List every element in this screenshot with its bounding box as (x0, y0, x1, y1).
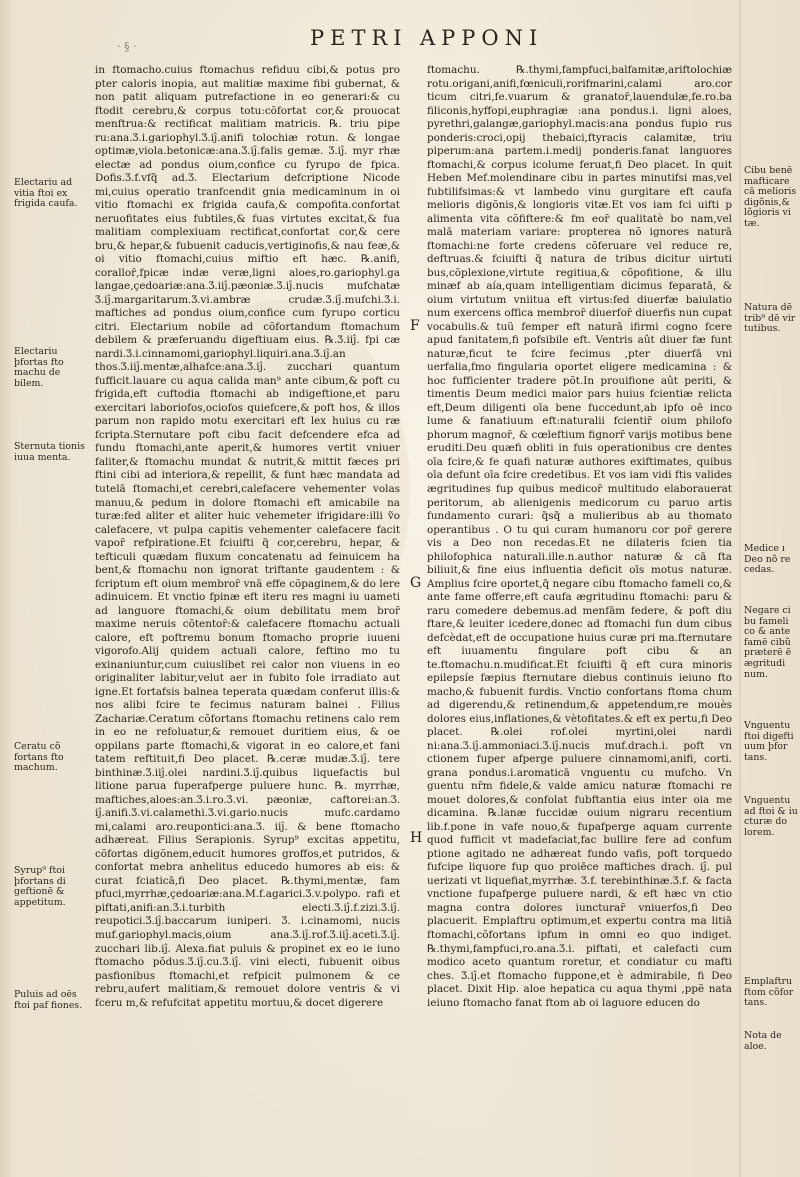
margin-note: Natura dē trib⁹ dē vir tutibus. (744, 302, 796, 335)
page-crease (739, 0, 741, 1177)
margin-note: Cibu benē mafticare cā melioris digõnis,& lõgioris vi tæ. (744, 165, 797, 229)
margin-note: Vnguentu ftoi digefti uum þfor tans. (744, 720, 794, 763)
margin-note: Medice ı Deo nõ re cedas. (744, 543, 791, 576)
margin-note: Electariu ad vitia ftoi ex frigida caufa. (14, 177, 78, 210)
margin-note: Ceratu cõ fortans fto machum. (14, 741, 64, 774)
margin-note: Emplaftru ftom cõfor tans. (744, 976, 794, 1009)
margin-note: Negare ci bu fameli co & ante famē cibũ præterē ē ægritudi num. (744, 605, 792, 680)
margin-note: Syrup⁹ ftoi þfortans di geftionē & appetitum. (14, 865, 66, 908)
left-column-text: in ftomacho.cuius ftomachus refiduu cibi,& potus pro pter caloris inopia, aut malitiæ maxime fibi gubernat, & non patit aliquam putrefactione in eo generari:& cu ftodit cerebru,& corpus totu:cõfortat cor,& prouocat menftrua:& rectificat malitiam matricis. ℞. triu pipe ru:ana.Ʒ.i.gariophyl.Ʒ.iĵ.anifi tolochiæ rotun. & longae optimæ,viola.betonicæ:ana.Ʒ.iĵ.falis gemæ. Ʒ.iĵ. myr rhæ electæ ad pondus oium,confice cu fyrupo de fpica. Dofis.Ʒ.f.vfq̃ ad.Ʒ. Electarium defcriptione Nicode mi,cuius operatio tranfcendit gnia medicaminum in oi vitio ftomachi ex frigida caufa,& compofita.confortat neruofitates eius fubtiles,& fuas virtutes excitat,& fua malitiam complexiuam rectificat,confortat cor,& cere bru,& hepar,& fubuenit caducis,vertiginofis,& nau feæ,& oi vitio ftomachi,cuius miftio eft hæc. ℞.anifi, coralloȓ,fpicæ indæ veræ,ligni aloes,ro.gariophyl.ga langae,çedoariæ:ana.Ʒ.iiĵ.pæoniæ.Ʒ.iĵ.nucis mufchatæ Ʒ.iĵ.margaritarum.Ʒ.vi.ambræ crudæ.Ʒ.iĵ.mufchi.Ʒ.i. maftiches ad pondus oium,confice cum fyrupo corticu citri. Electarium nobile ad cõfortandum ftomachum debilem & præferuandu digeftiuam eius. ℞.Ʒ.iiĵ. fpi cæ nardi.Ʒ.i.cinnamomi,gariophyl.liquiri.ana.Ʒ.iĵ.an thos.Ʒ.iiĵ.mentæ,alhafce:ana.Ʒ.iĵ. zucchari quantum fufficit.lauare cu aqua calida man⁹ ante cibum,& poft cu frigida,eft cuftodia ftomachi ab indigeftione,et paru exercitari laboriofos,ociofos quiefcere,& poft hos, & illos parum non rapido motu exercitari eft lex huius cu ræ fcripta.Sternutare poft cibu facit defcendere efca ad fundu ftomachi,ante aperit,& humores vertit vniuer faliter,& ftomachu mundat & nutrit,& mittit fæces pri ftini cibi ad interiora,& repellit, & funt hæc mandata ad tutelā ftomachi,et cerebri,calefacere vehementer volas manuu,& pedum in dolore ftomachi eft amicabile na turæ:fed aliter et aliter huic vehemeter ifrigidare:illi ṽo calefacere, vt pulpa capitis vehementer calefacere facit vapoȓ refpiratione.Et fciuifti q̃ cor,cerebru, hepar, & tefticuli quædam fluxum concatenatu ad feinuicem ha bent,& ftomachu non ignorat triftante gaudentem : & fcriptum eft oium membroȓ vnā effe cõpaginem,& do lere adinuicem. Et vnctio fpinæ eft iteru res magni iu uameti ad languore ftomachi,& oium debilitatu mem broȓ maxime neruis cõtentoȓ:& calefacere ftomachu actuali calore, eft poftremu bonum ftomacho proprie iuueni vigorofo.Alij quidem actuali calore, feftino mo tu exinaniuntur,cum cuiuslibet rei calor non viuens in eo originaliter labitur,velut aer in fubito fole irradiato aut igne.Et fortafsis balnea teperata quædam conferut illis:& nos alibi fcire te fecimus naturam balnei . Filius Zachariæ.Ceratum cõfortans ftomachu retinens calo rem in eo ne refoluatur,& remouet duritiem eius, & oe oppilans parte ftomachi,& vigorat in eo calore,et fani tatem reftituit,fi Deo placet. ℞.ceræ mudæ.Ʒ.iĵ. tere binthinæ.Ʒ.iiĵ.olei nardini.Ʒ.iĵ.quibus liquefactis bul litione parua fuperafperge puluere hunc. ℞. myrrhæ, maftiches,aloes:an.Ʒ.i.ro.Ʒ.vi. pæoniæ, caftorei:an.Ʒ. iĵ.anifi.Ʒ.vi.calamethi.Ʒ.vi.gario.nucis mufc.cardamo mi,calami aro.reupontici:ana.Ʒ. iiĵ. & bene ftomacho adhæreat. Filius Serapionis. Syrup⁹ excitas appetitu, cõfortas digõnem,educit humores groffos,et putridos, & confortat mebra anhelitus educedo humores ab eis: & curat fciaticā,fi Deo placet. ℞.thymi,mentæ, fam pfuci,myrrhæ,çedoariæ:ana.M.f.agarici.Ʒ.v.polypo. rafi et piftati,anifi:an.Ʒ.i.turbith electi.Ʒ.iĵ.f.zizi.Ʒ.iĵ. reupotici.Ʒ.iĵ.baccarum iuniperi. Ʒ. i.cinamomi, nucis muf.gariophyl.macis,oium ana.Ʒ.iĵ.rof.Ʒ.iiĵ.aceti.Ʒ.iĵ. zucchari lib.iĵ. Alexa.fiat puluis & propinet ex eo ie iuno ftomacho põdus.Ʒ.iĵ.cu.Ʒ.iĵ. vini electi, fubuenit oibus pasfionibus ftomachi,et refpicit pulmonem & ce rebru,aufert malitiam,& remouet dolore ventris & vi fceru m,& refufcitat appetitu mortuu,& docet digerere (95, 64, 400, 1009)
margin-note: Electariu þfortas fto machu de bilem. (14, 346, 64, 389)
right-column (427, 64, 732, 1114)
running-head-left: PETRI (310, 26, 408, 50)
margin-note: Vnguentu ad ftoi & iu cturæ do lorem. (744, 795, 798, 838)
margin-note: Nota de aloe. (744, 1030, 782, 1052)
left-column (95, 64, 400, 1114)
running-head (0, 26, 800, 56)
section-letter-f: F (410, 318, 420, 334)
section-letter-h: H (410, 830, 423, 846)
margin-note: Puluis ad oēs ftoi paf fiones. (14, 989, 83, 1011)
signature-mark: · § · (117, 40, 137, 53)
right-column-text: ftomachu. ℞.thymi,fampfuci,balfamitæ,ariftolochiæ rotu.origani,anifi,fœniculi,rorifmarini,calami aro.cor ticum citri,fe.vuarum & granatoȓ,lauendulæ,fe.ro.ba filiconis,hyffopi,euphragiæ :ana pondus.i. ligni aloes, pyrethri,galangæ,gariophyl.macis:ana pondus fupio rus ponderis:croci,opij thebaici,ftyracis calamitæ, triu piperum:ana partem.i.medij ponderis.fanat languores ftomachi,& corpus icolume feruat,fi Deo placet. In quit Heben Mef.molendinare cibu in partes minutifsi mas,vel fubtilifsimas:& vt lambedo vinu gurgitare eft caufa melioris digõnis,& longioris vitæ.Et vos iam fci uifti p alimenta vita cõfiftere:& fm eoȓ qualitatè bo nam,vel malā materiam variare: propterea nõ ignores naturā ftomachi:ne forte credens cõferuare vel reduce re, deftruas.& fciuifti q̃ natura de tribus dicitur uirtuti bus,cõplexione,virtute regitiua,& cõpofitione, & illu minæf ab aía,quam intelligentiam dicimus feparatā, & oium virtutum vniitua eft virtus:fed diuerfæ baiulatio num exercens offica membroȓ diuerfoȓ diuerfis nun cupat vocabulis.& tuũ femper eft naturā ifirmi cogno fcere apud fanitatem,fi pofsibile eft. Ventris aût diuer fæ funt naturæ,ficut te fcire fecimus ,pter diuerfā vni uerfalia,fmo fingularia oportet eligere medicamina : & hoc fufficienter tradere põt.In prouifione aût periti, & timentis Deum medici maior pars huius fcientiæ relicta eft,Deum diligenti oīa bene fuccedunt,ab ipfo oē inco lume & fanatiuum eft:naturalii fcientiȓ oium philofo phorum magnoȓ, & cœleftium fignorȓ varijs motibus bene eruditi.Deu quæfi obliti in fuis operationibus cre dentes oīa fcire,& fe quafi naturæ authores exiftimates, quibus oīa defunt oīa fcire credetibus. Et vos iam vidi ftis valides ægritudines fup quibus medicoȓ multitudo elaborauerat peritorum, ab alienigenis medicorum cu paruo artis fundamento curari: q̃sq̃ a mulieribus ab au thomato operantibus . O tu qui curam humanoru cor poȓ gerere vis a Deo non recedas.Et ne dilateris fcien tia philofophica naturali.ille.n.author naturæ & cā fta biliuit,& fine eius influentia deficit oīs motus naturæ. Amplius fcire oportet,q̃ negare cibu ftomacho fameli co,& ante fame offerre,eft caufa ægritudinu ftomachi: paru & raru comedere debemus.ad menfām federe, & poft diu ftare,& leuiter icedere,donec ad ftomachi fun dum cibus defcèdat,eft de occupatione huius curæ pri ma.fternutare eft iuuamentu fingulare poft cibu & an te.ftomachu.n.mudificat.Et fciuifti q̃ eft cura minoris epilepsíe fæpius fternutare diebus continuis ieiuno fto macho,& fubuenit furdis. Vnctio confortans ftoma chum ad digerendu,& retinendum,& appetendum,re mouès dolores eius,inflationes,& vètofitates.& eft ex pertu,fi Deo placet. ℞.olei rof.olei myrtini,olei nardi ni:ana.Ʒ.iĵ.ammoniaci.Ʒ.iĵ.nucis muf.drach.i. poft vn ctionem fuper afperge puluere cinnamomi,anifi, corti. grana pondus.i.aromaticā vnguentu cu mufcho. Vn guentu nȓm fidele,& valde amicu naturæ ftomachi re mouet dolores,& confolat fubftantia eius inter oia me dicamina. ℞.lanæ fuccidæ ouium nigraru recentium lib.f.pone in vafe nouo,& fupafperge aquam currente quod fufficit vt madefaciat,fac bullire fere ad confum ptione agitado ne adhæreat fundo vafis, poft torquedo fufcipe liquore fup quo proiēce maftiches drach. iĵ. pul uerizati vt liquefiat,myrrhæ. Ʒ.f. terebinthinæ.Ʒ.f. & facta vnctione fupafperge puluere nardi, & eft hæc vn ctio magna contra dolores iuncturaȓ vniuerfos,fi Deo placuerit. Emplaftru optimum,et expertu contra ma litiā ftomachi,cõfortans ipfum in omni eo quo indiget. ℞.thymi,fampfuci,ro.ana.Ʒ.i. piftati, et calefacti cum modico aceto quantum roretur, et condiatur cu mafti ches. Ʒ.iĵ.et ftomacho fuppone,et è admirabile, fi Deo placet. Dixit Hip. aloe hepatica cu aqua thymi ,ppẽ nata ieiuno ftomacho fanat ftom ab oi laguore educen do (427, 64, 732, 1009)
section-letter-g: G (410, 575, 422, 591)
running-head-right: APPONI (420, 26, 544, 50)
margin-note: Sternuta tionis iuua menta. (14, 441, 85, 463)
